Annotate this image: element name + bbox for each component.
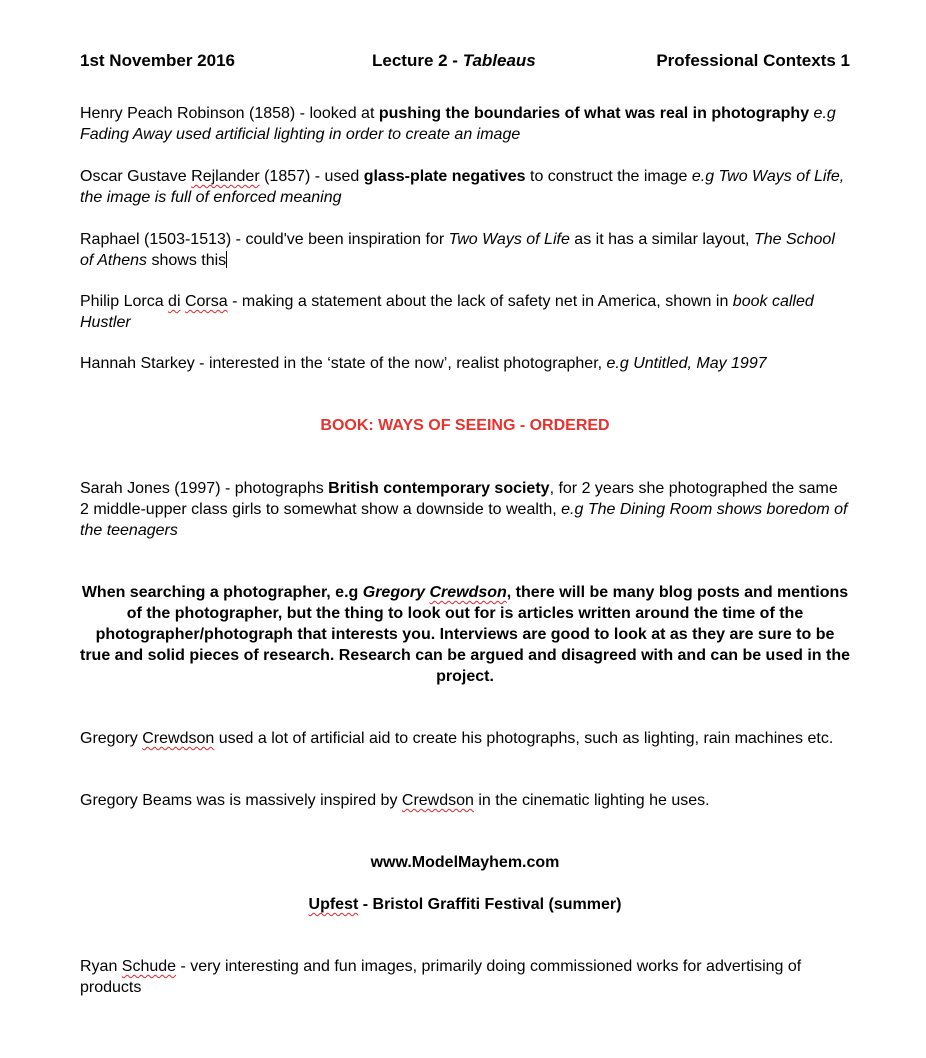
text-run: Henry Peach Robinson (1858) - looked at <box>80 105 379 122</box>
text-run: Ryan <box>80 958 122 975</box>
paragraph-sarah-jones <box>80 478 850 541</box>
paragraph-rejlander <box>80 166 850 208</box>
italic-run: e.g The Dining Room shows boredom of the teenagers <box>80 501 848 539</box>
header-lecture <box>372 50 536 71</box>
italic-run: The School of Athens <box>80 231 835 269</box>
header-date: 1st November 2016 <box>80 51 235 70</box>
misspelled-word[interactable]: Crewdson <box>142 730 215 747</box>
paragraph-beams <box>80 790 850 811</box>
text-run: - very interesting and fun images, primarily doing commissioned works for advertising of products <box>80 958 802 996</box>
book-note: BOOK: WAYS OF SEEING - ORDERED <box>320 417 610 434</box>
text-run: Gregory <box>80 730 143 747</box>
italic-run: Gregory <box>362 584 430 601</box>
document-header <box>80 50 850 72</box>
italic-run: e.g Two Ways of Life, the image is full of enforced meaning <box>80 168 845 206</box>
misspelled-word[interactable]: Crewdson <box>401 792 474 809</box>
header-lecture-prefix: Lecture 2 - <box>372 51 463 70</box>
text-run: Gregory Beams was is massively inspired by <box>80 792 402 809</box>
header-course: Professional Contexts 1 <box>656 51 850 70</box>
paragraph-raphael <box>80 229 850 271</box>
paragraph-starkey <box>80 353 850 374</box>
italic-run: e.g Untitled, May 1997 <box>606 355 767 372</box>
italic-run: book called Hustler <box>80 293 814 331</box>
text-run: Hannah Starkey - interested in the ‘state of the now’, realist photographer, <box>80 355 607 372</box>
text-run: to construct the image <box>525 168 692 185</box>
research-tip <box>80 582 850 687</box>
paragraph-robinson <box>80 103 850 145</box>
text-run: as it has a similar layout, <box>569 231 754 248</box>
misspelled-word[interactable]: Rejlander <box>191 168 260 185</box>
text-run: (1857) - used <box>259 168 364 185</box>
text-run: in the cinematic lighting he uses. <box>473 792 710 809</box>
misspelled-word[interactable]: di <box>168 293 181 310</box>
text-cursor <box>226 251 227 268</box>
text-run: Sarah Jones (1997) - photographs <box>80 480 329 497</box>
text-run: - making a statement about the lack of safety net in America, shown in <box>227 293 733 310</box>
misspelled-word[interactable]: Upfest <box>308 896 359 913</box>
website-note: www.ModelMayhem.com <box>370 854 560 871</box>
text-run: Oscar Gustave <box>80 168 192 185</box>
bold-run: glass-plate negatives <box>363 168 526 185</box>
header-lecture-title: Tableaus <box>462 51 536 70</box>
text-run: - Bristol Graffiti Festival (summer) <box>358 896 622 913</box>
paragraph-crewdson <box>80 728 850 749</box>
misspelled-word[interactable]: Corsa <box>184 293 228 310</box>
text-run: used a lot of artificial aid to create his photographs, such as lighting, rain machines etc. <box>214 730 834 747</box>
upfest-note <box>80 894 850 915</box>
paragraph-dicorsa <box>80 291 850 333</box>
misspelled-word[interactable]: Schude <box>121 958 177 975</box>
text-run: , there will be many blog posts and mentions of the photographer, but the thing to look out for is articles written around the time of the photographer/photograph that interests you. Interviews are good to look at as they are sure to be true and solid pieces of research. Research can be argued and disagreed with and can be used in the project. <box>80 584 851 685</box>
bold-run: British contemporary society <box>328 480 550 497</box>
bold-run: pushing the boundaries of what was real in photography <box>378 105 810 122</box>
text-run: , for 2 years she photographed the same 2 middle-upper class girls to somewhat show a downside to wealth, <box>80 480 838 518</box>
italic-run: e.g Fading Away used artificial lighting in order to create an image <box>80 105 836 143</box>
text-run: Raphael (1503-1513) - could've been inspiration for <box>80 231 449 248</box>
text-run: Philip Lorca <box>80 293 169 310</box>
text-run: When searching a photographer, e.g <box>81 584 363 601</box>
italic-run: Two Ways of Life <box>448 231 570 248</box>
paragraph-schude <box>80 956 850 998</box>
text-run: shows this <box>147 252 227 269</box>
misspelled-word[interactable]: Crewdson <box>429 584 507 601</box>
